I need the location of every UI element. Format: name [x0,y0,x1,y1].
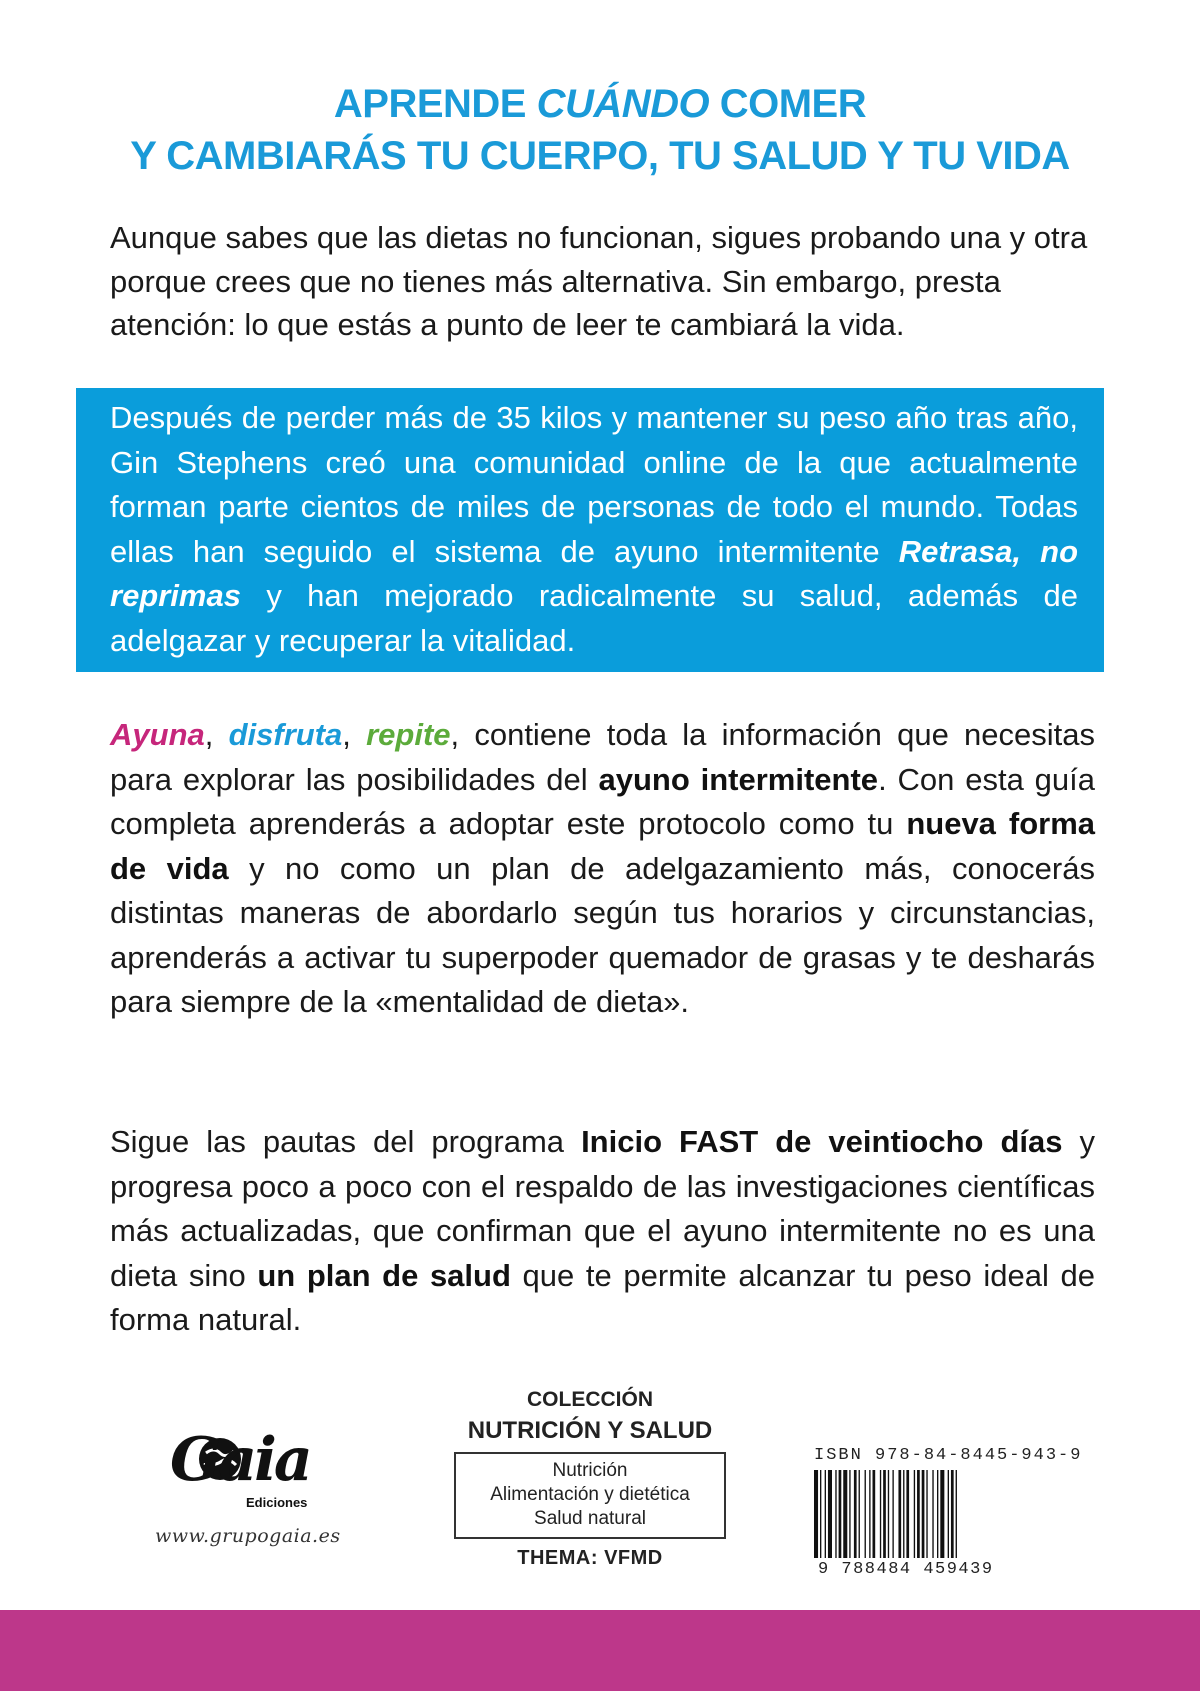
barcode-bar [892,1470,893,1558]
barcode-bar [948,1470,949,1558]
logo-subtitle: Ediciones [246,1495,308,1510]
barcode-bar [940,1470,944,1558]
headline-emphasis: CUÁNDO [536,82,710,126]
barcode-bar [883,1470,886,1558]
barcode-bar [888,1470,889,1558]
collection-label: COLECCIÓN [527,1388,653,1411]
description-paragraph: Ayuna, disfruta, repite, contiene toda la información que necesitas para explorar las posibilidades del ayuno intermitente. Con esta guía completa aprenderás a adoptar este protocolo como tu nueva forma de vida y no como un plan de adelgazamiento más, conocerás distintas maneras de abordarlo según tus horarios y circunstancias, aprenderás a activar tu superpoder quemador de grasas y te desharás para siempre de la «mentalidad de dieta». [110,717,1096,1019]
publisher-website: www.grupogaia.es [155,1525,341,1547]
barcode-bar [854,1470,857,1558]
subject-item: Nutrición [552,1460,628,1481]
barcode-bar [932,1470,933,1558]
barcode-bar [825,1470,826,1558]
subject-item: Salud natural [534,1508,646,1529]
bottom-color-band [0,1610,1200,1691]
barcode-bar [926,1470,927,1558]
method-title: Retrasa, no reprimas [110,533,1079,613]
subject-item: Alimentación y dietética [490,1484,690,1505]
subjects-box [454,1452,726,1539]
barcode-bar [903,1470,904,1558]
barcode-bar [956,1470,957,1558]
collection-block [445,1386,735,1570]
barcode-bar [849,1470,850,1558]
emphasis-nueva-forma: nueva forma de vida [110,806,1095,886]
barcode [812,1470,1060,1558]
barcode-bar [937,1470,938,1558]
barcode-bar [898,1470,901,1558]
barcode-bar [835,1470,836,1558]
barcode-bar [922,1470,925,1558]
barcode-bar [843,1470,847,1558]
barcode-bar [951,1470,954,1558]
highlight-box [76,388,1104,672]
emphasis-ayuno-intermitente: ayuno intermitente [598,761,879,797]
barcode-bar [839,1470,842,1558]
keyword-ayuna: Ayuna [110,717,205,752]
thema-code: THEMA: VFMD [517,1547,663,1569]
isbn-label: ISBN 978-84-8445-943-9 [814,1446,1083,1465]
barcode-bar [814,1470,818,1558]
barcode-bar [917,1470,920,1558]
barcode-bar [873,1470,876,1558]
keyword-repite: repite [366,717,451,752]
barcode-bar [906,1470,909,1558]
emphasis-inicio-fast: Inicio FAST de veintiocho días [581,1124,1063,1159]
barcode-bar [859,1470,860,1558]
barcode-bar [865,1470,866,1558]
highlight-paragraph: Después de perder más de 35 kilos y mantener su peso año tras año, Gin Stephens creó una comunidad online de la que actualmente forman parte cientos de miles de personas de todo el mundo. Todas ellas han seguido el sistema de ayuno intermitente Retrasa, no reprimas y han mejorado radicalmente su salud, además de adelgazar y recuperar la vitalidad. [110,400,1079,658]
headline [60,78,1140,182]
barcode-bar [914,1470,915,1558]
logo-wordmark: Gaia [170,1425,310,1495]
barcode-bar [820,1470,821,1558]
keyword-disfruta: disfruta [228,717,343,752]
emphasis-plan-salud: un plan de salud [257,1257,511,1293]
headline-line-1: APRENDE CUÁNDO COMER [333,82,867,126]
intro-paragraph: Aunque sabes que las dietas no funcionan, sigues probando una y otra porque crees que no tienes más alternativa. Sin embargo, presta atención: lo que estás a punto de leer te cambiará la vida. [110,220,1088,342]
collection-title: NUTRICIÓN Y SALUD [467,1417,713,1444]
program-paragraph: Sigue las pautas del programa Inicio FAST de veintiocho días y progresa poco a poco con el respaldo de las investigaciones científicas más actualizadas, que confirman que el ayuno intermitente no es una dieta sino un plan de salud que te permite alcanzar tu peso ideal de forma natural. [110,1124,1095,1337]
barcode-digits: 9 788484 459439 [818,1560,994,1579]
barcode-bar [828,1470,832,1558]
barcode-bar [880,1470,881,1558]
barcode-bar [869,1470,870,1558]
headline-line-2: Y CAMBIARÁS TU CUERPO, TU SALUD Y TU VIDA [130,134,1070,178]
